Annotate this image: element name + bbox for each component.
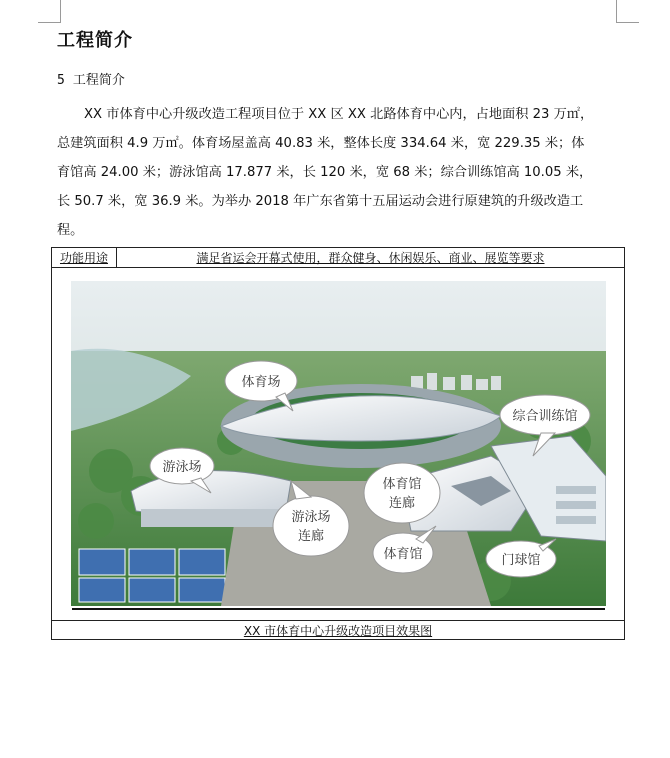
table-row: [52, 621, 625, 640]
function-label: 功能用途: [59, 251, 108, 265]
section-title-text: 工程简介: [72, 73, 125, 88]
table-row: [52, 268, 625, 621]
paragraph-line: 长 50.7 米，宽 36.9 米。为举办 2018 年广东省第十五届运动会进行原建筑的升级改造工: [57, 194, 584, 209]
page-corner-mark-left: [38, 0, 61, 23]
label-natatorium-corridor-line1: 游泳场: [290, 510, 331, 525]
page-corner-mark-right: [616, 0, 639, 23]
label-gym-corridor-line1: 体育馆: [381, 477, 422, 492]
function-value-cell: [117, 248, 625, 268]
label-training-hall: 综合训练馆: [511, 409, 578, 424]
table-row: [52, 248, 625, 268]
label-natatorium: 游泳场: [161, 460, 202, 475]
label-ball-hall: 门球馆: [500, 553, 541, 568]
section-title: [57, 69, 125, 88]
rendering-cell: [52, 268, 625, 621]
label-natatorium-corridor-line2: 连廊: [297, 529, 324, 544]
project-info-table: [51, 247, 625, 640]
document-heading: 工程简介: [57, 30, 133, 51]
label-gym-corridor-line2: 连廊: [388, 496, 415, 511]
paragraph-line: XX 市体育中心升级改造工程项目位于 XX 区 XX 北路体育中心内，占地面积 23 万㎡，: [84, 107, 594, 122]
label-gymnasium: 体育馆: [382, 547, 423, 562]
image-bottom-rule: [72, 608, 605, 610]
paragraph-line: 育馆高 24.00 米；游泳馆高 17.877 米，长 120 米，宽 68 米；综合训练馆高 10.05 米，: [57, 165, 593, 180]
project-description: [57, 100, 609, 245]
project-rendering-image: [71, 281, 606, 606]
function-label-cell: [52, 248, 117, 268]
caption-cell: [52, 621, 625, 640]
paragraph-line: 程。: [57, 223, 84, 238]
function-value: 满足省运会开幕式使用，群众健身、休闲娱乐、商业、展览等要求: [196, 251, 545, 265]
section-number: 5: [57, 73, 65, 88]
paragraph-line: 总建筑面积 4.9 万㎡。体育场屋盖高 40.83 米，整体长度 334.64 米，宽 229.35 米；体: [57, 136, 585, 151]
image-caption: XX 市体育中心升级改造项目效果图: [243, 623, 433, 638]
label-stadium: 体育场: [240, 375, 281, 390]
